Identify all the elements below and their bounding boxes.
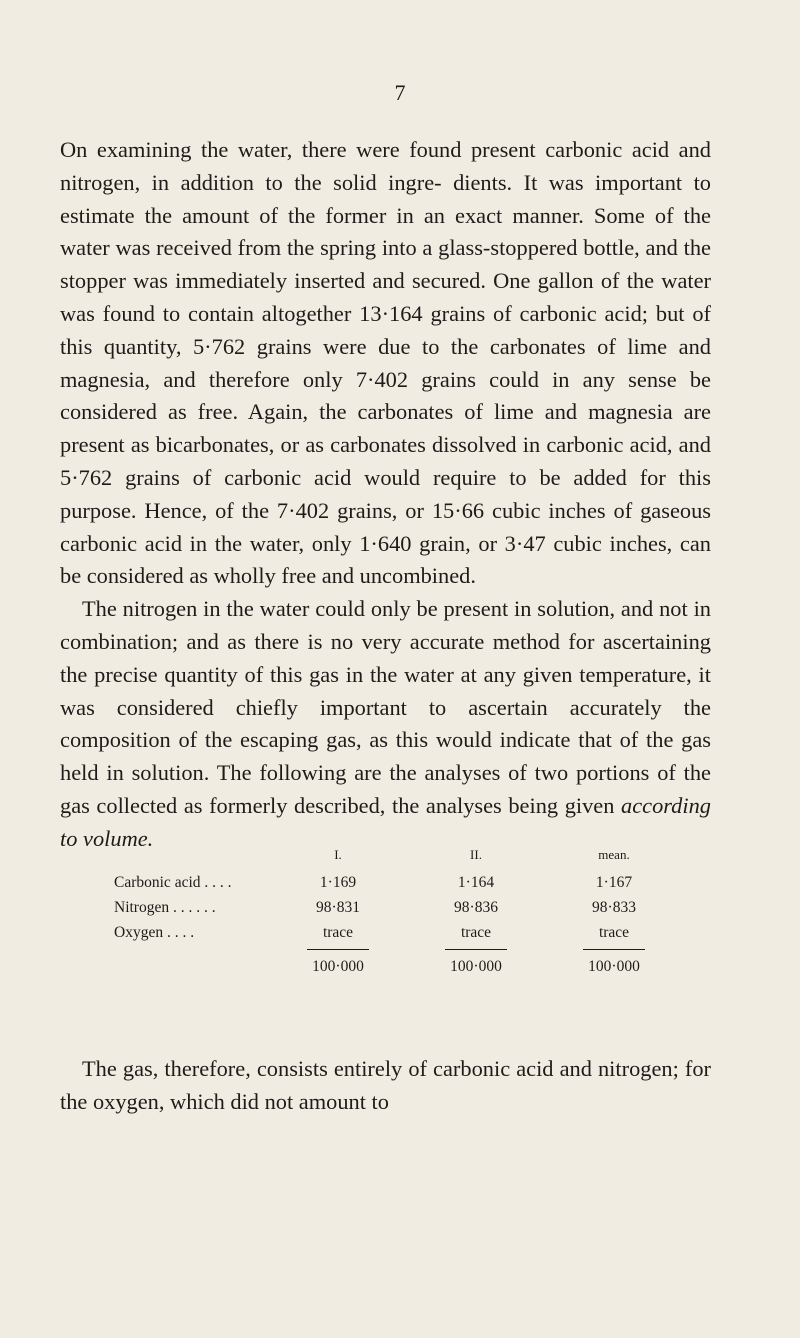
cell-oxygen-mean: trace [598,924,630,941]
total-1: 100·000 [312,958,364,975]
row-label-oxygen: Oxygen . . . . [114,924,195,941]
cell-nitrogen-mean: 98·833 [592,899,636,916]
paragraph-nitrogen [60,593,711,855]
cell-nitrogen-2: 98·836 [454,899,498,916]
paragraph-nitrogen-emphasis: according to volume. [60,792,711,851]
total-rule-mean [583,949,645,950]
body-text [60,134,711,856]
paragraph-nitrogen-text: The nitrogen in the water could only be present in solution, and not in combination; and as there is no very accurate method for ascertaining the precise quantity of this gas in the water at any given temperature, it was considered chiefly important to ascertain accurately the composition of the escaping gas, as this would indicate that of the gas held in solution. The following are the analyses of two portions of the gas collected as formerly described, the analyses being given [60,596,711,818]
cell-carbonic-acid-2: 1·164 [457,874,495,891]
cell-carbonic-acid-1: 1·169 [319,874,357,891]
page-number: 7 [394,80,406,105]
column-header-2: II. [470,847,482,862]
cell-carbonic-acid-mean: 1·167 [595,874,633,891]
column-header-1: I. [334,847,342,862]
cell-nitrogen-1: 98·831 [316,899,360,916]
row-label-carbonic-acid: Carbonic acid . . . . [114,874,232,891]
column-header-mean: mean. [598,847,630,862]
total-rule-1 [307,949,369,950]
gas-analysis-table [114,847,714,1047]
total-2: 100·000 [450,958,502,975]
total-rule-2 [445,949,507,950]
total-mean: 100·000 [588,958,640,975]
cell-oxygen-2: trace [460,924,492,941]
paragraph-conclusion: The gas, therefore, consists entirely of carbonic acid and nitrogen; for the oxygen, which did not amount to [60,1056,711,1114]
paragraph-carbonic-acid: On examining the water, there were found present carbonic acid and nitrogen, in addition to the solid ingre- dients. It was important to estimate the amount of the former in an exact manner. Some of the water was received from the spring into a glass-stoppered bottle, and the stopper was immediately inserted and secured. One gallon of the water was found to contain altogether 13·164 grains of carbonic acid; but of this quantity, 5·762 grains were due to the carbonates of lime and magnesia, and therefore only 7·402 grains could in any sense be considered as free. Again, the carbonates of lime and magnesia are present as bicarbonates, or as carbonates dissolved in carbonic acid, and 5·762 grains of carbonic acid would require to be added for this purpose. Hence, of the 7·402 grains, or 15·66 cubic inches of gaseous carbonic acid in the water, only 1·640 grain, or 3·47 cubic inches, can be considered as wholly free and uncombined. [60,137,711,589]
cell-oxygen-1: trace [322,924,354,941]
row-label-nitrogen: Nitrogen . . . . . . [114,899,216,916]
